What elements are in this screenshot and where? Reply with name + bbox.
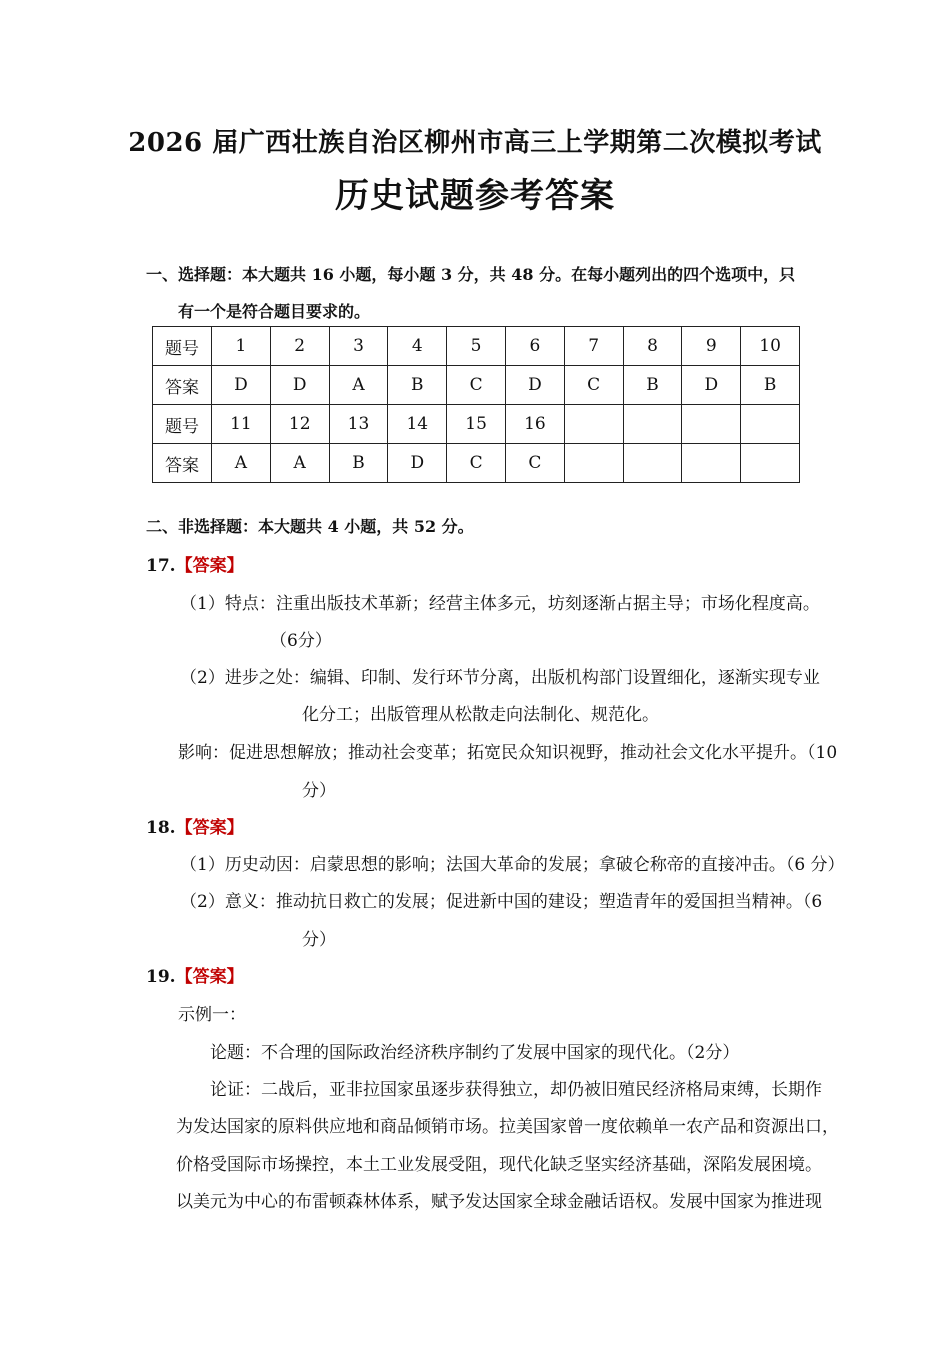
table-row <box>153 405 800 444</box>
table-cell: B <box>388 366 447 405</box>
question-number: 19. <box>146 967 176 987</box>
answer-tag: 【答案】 <box>175 818 244 838</box>
table-cell: 6 <box>505 327 564 366</box>
table-cell: 15 <box>447 405 506 444</box>
q17-part2: （2）进步之处：编辑、印制、发行环节分离，出版机构部门设置细化，逐渐实现专业 <box>180 668 820 688</box>
table-cell: A <box>329 366 388 405</box>
table-cell <box>682 405 741 444</box>
table-cell: 1 <box>212 327 271 366</box>
question-number: 18. <box>146 818 176 838</box>
table-cell: B <box>623 366 682 405</box>
table-cell: D <box>682 366 741 405</box>
table-cell: 5 <box>447 327 506 366</box>
q18-part2-cont: 分） <box>302 930 336 950</box>
q19-argument-line4: 以美元为中心的布雷顿森林体系，赋予发达国家全球金融话语权。发展中国家为推进现 <box>176 1192 822 1212</box>
table-cell <box>564 405 623 444</box>
table-cell: D <box>505 366 564 405</box>
table-cell <box>623 444 682 483</box>
table-cell: C <box>564 366 623 405</box>
row-label: 答案 <box>153 366 212 405</box>
table-cell: D <box>270 366 329 405</box>
table-cell: C <box>447 366 506 405</box>
table-cell: 9 <box>682 327 741 366</box>
table-cell: 4 <box>388 327 447 366</box>
table-cell: 10 <box>741 327 800 366</box>
table-cell: 14 <box>388 405 447 444</box>
table-row <box>153 327 800 366</box>
section1-heading-cont: 有一个是符合题目要求的。 <box>178 302 371 321</box>
row-label: 答案 <box>153 444 212 483</box>
table-cell: C <box>447 444 506 483</box>
table-cell: A <box>270 444 329 483</box>
row-label: 题号 <box>153 405 212 444</box>
q19-example-label: 示例一： <box>178 1005 246 1025</box>
q19-argument-line1: 论证：二战后，亚非拉国家虽逐步获得独立，却仍被旧殖民经济格局束缚，长期作 <box>210 1080 822 1100</box>
q18-header <box>146 813 244 838</box>
table-cell: 2 <box>270 327 329 366</box>
table-cell: 16 <box>505 405 564 444</box>
answer-table <box>152 326 800 483</box>
answer-tag: 【答案】 <box>175 556 244 576</box>
answer-tag: 【答案】 <box>175 967 244 987</box>
table-cell <box>564 444 623 483</box>
q19-argument-line3: 价格受国际市场操控，本土工业发展受阻，现代化缺乏坚实经济基础，深陷发展困境。 <box>176 1155 822 1175</box>
q17-part1: （1）特点：注重出版技术革新；经营主体多元，坊刻逐渐占据主导；市场化程度高。 <box>180 594 820 614</box>
q17-header <box>146 551 244 576</box>
table-cell <box>623 405 682 444</box>
table-cell: B <box>741 366 800 405</box>
q17-part2-cont: 化分工；出版管理从松散走向法制化、规范化。 <box>302 705 659 725</box>
table-cell: A <box>212 444 271 483</box>
answer-key-title: 历史试题参考答案 <box>335 176 615 216</box>
q19-argument-line2: 为发达国家的原料供应地和商品倾销市场。拉美国家曾一度依赖单一农产品和资源出口， <box>176 1117 839 1137</box>
table-cell: 8 <box>623 327 682 366</box>
exam-title: 2026 届广西壮族自治区柳州市高三上学期第二次模拟考试 <box>128 128 822 158</box>
table-row <box>153 444 800 483</box>
q17-part1-score: （6分） <box>270 631 332 651</box>
table-cell: 3 <box>329 327 388 366</box>
table-cell: 11 <box>212 405 271 444</box>
table-cell: 7 <box>564 327 623 366</box>
section2-heading: 二、非选择题：本大题共 4 小题，共 52 分。 <box>146 517 474 536</box>
table-cell: B <box>329 444 388 483</box>
q18-part1: （1）历史动因：启蒙思想的影响；法国大革命的发展；拿破仑称帝的直接冲击。（6 分） <box>180 855 845 875</box>
q18-part2: （2）意义：推动抗日救亡的发展；促进新中国的建设；塑造青年的爱国担当精神。（6 <box>180 892 823 912</box>
q17-impact-cont: 分） <box>302 781 336 801</box>
table-cell: C <box>505 444 564 483</box>
table-cell: D <box>388 444 447 483</box>
row-label: 题号 <box>153 327 212 366</box>
table-cell: D <box>212 366 271 405</box>
table-cell <box>741 444 800 483</box>
question-number: 17. <box>146 556 176 576</box>
section1-heading: 一、选择题：本大题共 16 小题，每小题 3 分，共 48 分。在每小题列出的四个选项中，只 <box>146 265 796 284</box>
table-cell: 12 <box>270 405 329 444</box>
table-cell: 13 <box>329 405 388 444</box>
q19-thesis: 论题：不合理的国际政治经济秩序制约了发展中国家的现代化。（2分） <box>210 1043 740 1063</box>
table-cell <box>741 405 800 444</box>
table-row <box>153 366 800 405</box>
table-cell <box>682 444 741 483</box>
q19-header <box>146 962 244 987</box>
q17-impact: 影响：促进思想解放；推动社会变革；拓宽民众知识视野，推动社会文化水平提升。（10 <box>178 743 838 763</box>
